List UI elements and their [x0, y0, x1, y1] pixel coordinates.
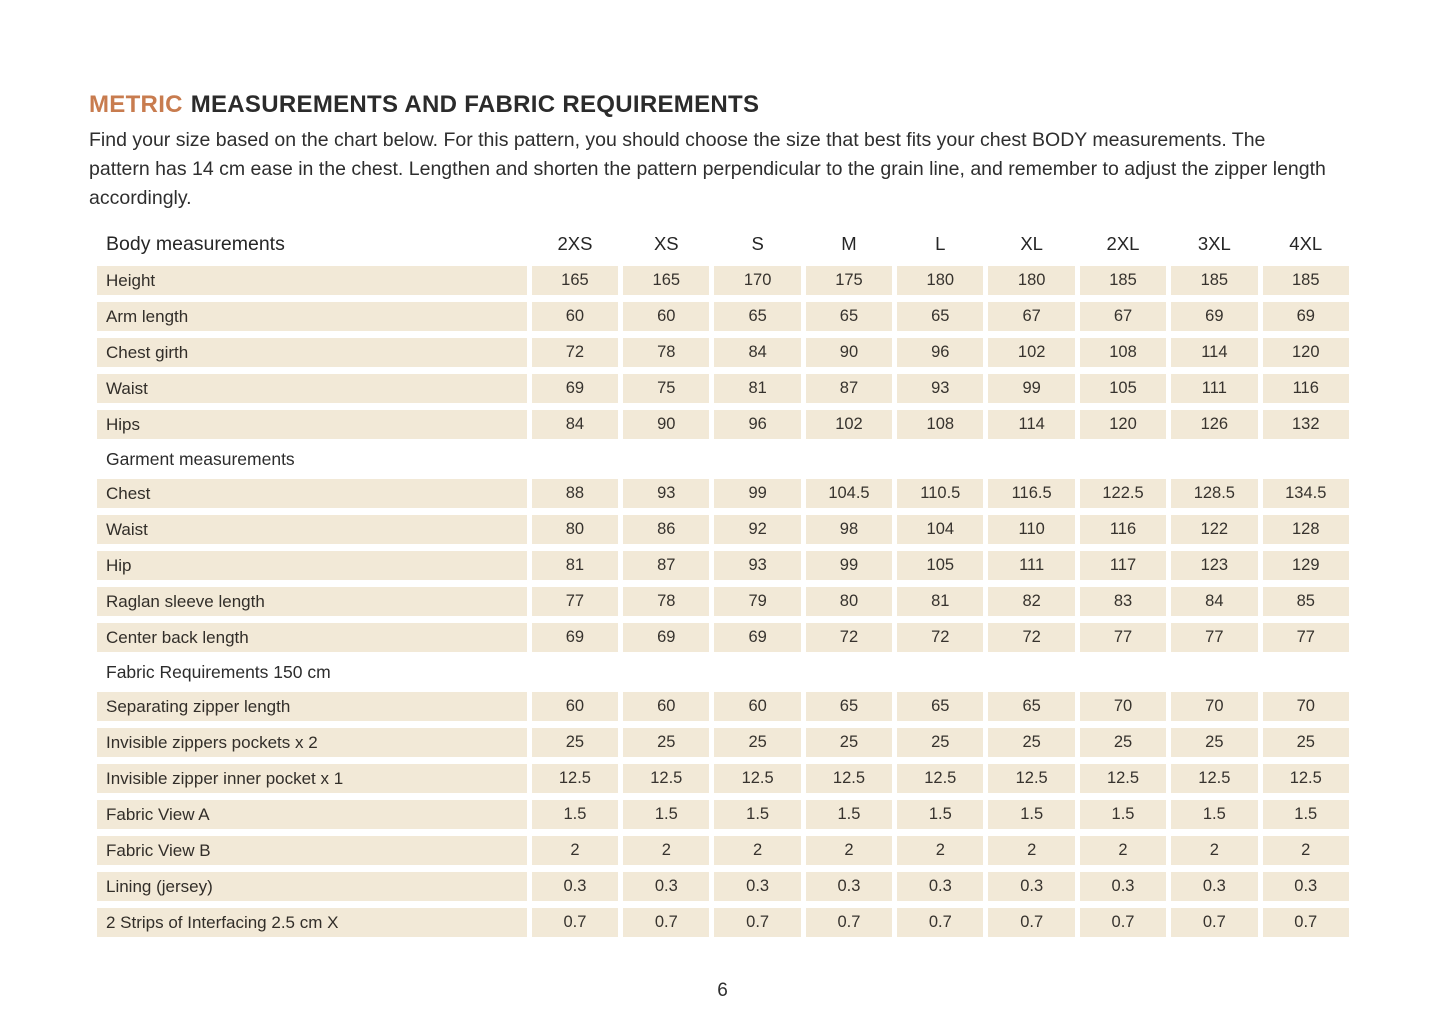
header-body-measurements: Body measurements [97, 229, 527, 259]
value-cell: 1.5 [714, 800, 800, 829]
measurements-table-body [97, 266, 1349, 937]
page-title-highlight: METRIC [89, 91, 183, 118]
value-cell: 105 [1080, 374, 1166, 403]
value-cell: 0.7 [623, 908, 709, 937]
row-label: 2 Strips of Interfacing 2.5 cm X [97, 908, 527, 937]
table-row [97, 551, 1349, 580]
row-label: Height [97, 266, 527, 295]
value-cell: 99 [806, 551, 892, 580]
row-label: Hips [97, 410, 527, 439]
value-cell: 93 [897, 374, 983, 403]
value-cell: 134.5 [1263, 479, 1349, 508]
value-cell: 77 [1080, 623, 1166, 652]
value-cell: 60 [714, 692, 800, 721]
value-cell: 2 [806, 836, 892, 865]
table-row [97, 302, 1349, 331]
table-row [97, 479, 1349, 508]
value-cell: 65 [897, 692, 983, 721]
value-cell: 87 [623, 551, 709, 580]
row-label: Hip [97, 551, 527, 580]
value-cell: 87 [806, 374, 892, 403]
value-cell: 0.3 [897, 872, 983, 901]
header-size-m: M [806, 229, 892, 259]
value-cell: 0.3 [532, 872, 618, 901]
value-cell: 25 [1171, 728, 1257, 757]
value-cell: 72 [806, 623, 892, 652]
value-cell: 180 [988, 266, 1074, 295]
table-row [97, 764, 1349, 793]
value-cell: 65 [806, 302, 892, 331]
value-cell: 12.5 [897, 764, 983, 793]
value-cell: 120 [1080, 410, 1166, 439]
value-cell: 2 [988, 836, 1074, 865]
table-row [97, 587, 1349, 616]
value-cell: 12.5 [623, 764, 709, 793]
value-cell: 1.5 [806, 800, 892, 829]
value-cell: 108 [1080, 338, 1166, 367]
value-cell: 25 [897, 728, 983, 757]
value-cell: 25 [714, 728, 800, 757]
value-cell: 96 [897, 338, 983, 367]
value-cell: 75 [623, 374, 709, 403]
value-cell: 25 [623, 728, 709, 757]
section-row [97, 659, 1349, 685]
value-cell: 78 [623, 338, 709, 367]
value-cell: 116 [1263, 374, 1349, 403]
value-cell: 0.7 [988, 908, 1074, 937]
value-cell: 93 [714, 551, 800, 580]
value-cell: 60 [532, 692, 618, 721]
value-cell: 110.5 [897, 479, 983, 508]
value-cell: 0.7 [897, 908, 983, 937]
row-label: Invisible zippers pockets x 2 [97, 728, 527, 757]
value-cell: 165 [623, 266, 709, 295]
value-cell: 111 [988, 551, 1074, 580]
value-cell: 69 [1171, 302, 1257, 331]
value-cell: 120 [1263, 338, 1349, 367]
value-cell: 0.7 [1080, 908, 1166, 937]
value-cell: 0.3 [1080, 872, 1166, 901]
value-cell: 102 [806, 410, 892, 439]
value-cell: 0.3 [623, 872, 709, 901]
value-cell: 104 [897, 515, 983, 544]
value-cell: 72 [897, 623, 983, 652]
value-cell: 81 [532, 551, 618, 580]
value-cell: 67 [1080, 302, 1166, 331]
row-label: Arm length [97, 302, 527, 331]
value-cell: 102 [988, 338, 1074, 367]
table-row [97, 266, 1349, 295]
value-cell: 128 [1263, 515, 1349, 544]
page-title [89, 91, 1345, 119]
table-row [97, 728, 1349, 757]
value-cell: 93 [623, 479, 709, 508]
value-cell: 65 [714, 302, 800, 331]
header-size-xl: XL [988, 229, 1074, 259]
value-cell: 1.5 [623, 800, 709, 829]
value-cell: 122 [1171, 515, 1257, 544]
value-cell: 12.5 [988, 764, 1074, 793]
value-cell: 77 [532, 587, 618, 616]
table-row [97, 836, 1349, 865]
row-label: Waist [97, 515, 527, 544]
value-cell: 108 [897, 410, 983, 439]
size-header-row [97, 229, 1349, 259]
row-label: Invisible zipper inner pocket x 1 [97, 764, 527, 793]
value-cell: 114 [1171, 338, 1257, 367]
page-title-rest: MEASUREMENTS AND FABRIC REQUIREMENTS [190, 91, 760, 118]
value-cell: 2 [1080, 836, 1166, 865]
value-cell: 0.7 [1263, 908, 1349, 937]
value-cell: 116 [1080, 515, 1166, 544]
value-cell: 65 [897, 302, 983, 331]
header-size-s: S [714, 229, 800, 259]
value-cell: 0.3 [1263, 872, 1349, 901]
value-cell: 0.3 [806, 872, 892, 901]
value-cell: 1.5 [1171, 800, 1257, 829]
value-cell: 72 [532, 338, 618, 367]
value-cell: 0.7 [532, 908, 618, 937]
value-cell: 60 [623, 692, 709, 721]
value-cell: 85 [1263, 587, 1349, 616]
row-label: Fabric View B [97, 836, 527, 865]
value-cell: 88 [532, 479, 618, 508]
value-cell: 1.5 [1080, 800, 1166, 829]
value-cell: 2 [623, 836, 709, 865]
row-label: Separating zipper length [97, 692, 527, 721]
value-cell: 67 [988, 302, 1074, 331]
value-cell: 185 [1171, 266, 1257, 295]
value-cell: 25 [1080, 728, 1166, 757]
value-cell: 122.5 [1080, 479, 1166, 508]
value-cell: 105 [897, 551, 983, 580]
value-cell: 82 [988, 587, 1074, 616]
value-cell: 12.5 [1263, 764, 1349, 793]
value-cell: 84 [1171, 587, 1257, 616]
intro-paragraph: Find your size based on the chart below. For this pattern, you should choose the size that best fits your chest BODY measurements. The pattern has 14 cm ease in the chest. Lengthen and shorten the pattern perpendicular to the grain line, and remember to adjust the zipper length accordingly. [89, 129, 1326, 209]
value-cell: 12.5 [1080, 764, 1166, 793]
row-label: Raglan sleeve length [97, 587, 527, 616]
value-cell: 0.3 [714, 872, 800, 901]
value-cell: 117 [1080, 551, 1166, 580]
table-row [97, 623, 1349, 652]
value-cell: 99 [714, 479, 800, 508]
value-cell: 90 [806, 338, 892, 367]
value-cell: 77 [1263, 623, 1349, 652]
value-cell: 25 [1263, 728, 1349, 757]
value-cell: 0.3 [988, 872, 1074, 901]
value-cell: 69 [532, 374, 618, 403]
value-cell: 1.5 [1263, 800, 1349, 829]
value-cell: 0.7 [714, 908, 800, 937]
row-label: Center back length [97, 623, 527, 652]
value-cell: 12.5 [714, 764, 800, 793]
value-cell: 86 [623, 515, 709, 544]
value-cell: 83 [1080, 587, 1166, 616]
value-cell: 1.5 [532, 800, 618, 829]
value-cell: 99 [988, 374, 1074, 403]
row-label: Chest [97, 479, 527, 508]
header-size-2xs: 2XS [532, 229, 618, 259]
value-cell: 114 [988, 410, 1074, 439]
value-cell: 2 [532, 836, 618, 865]
value-cell: 70 [1263, 692, 1349, 721]
table-row [97, 872, 1349, 901]
value-cell: 96 [714, 410, 800, 439]
value-cell: 69 [623, 623, 709, 652]
value-cell: 110 [988, 515, 1074, 544]
value-cell: 69 [714, 623, 800, 652]
section-title: Garment measurements [97, 446, 1349, 472]
section-row [97, 446, 1349, 472]
value-cell: 81 [897, 587, 983, 616]
table-row [97, 692, 1349, 721]
value-cell: 12.5 [1171, 764, 1257, 793]
value-cell: 111 [1171, 374, 1257, 403]
value-cell: 80 [532, 515, 618, 544]
value-cell: 132 [1263, 410, 1349, 439]
value-cell: 128.5 [1171, 479, 1257, 508]
value-cell: 123 [1171, 551, 1257, 580]
value-cell: 2 [1263, 836, 1349, 865]
value-cell: 60 [532, 302, 618, 331]
measurements-table [92, 222, 1354, 944]
value-cell: 69 [532, 623, 618, 652]
value-cell: 2 [714, 836, 800, 865]
value-cell: 170 [714, 266, 800, 295]
value-cell: 92 [714, 515, 800, 544]
value-cell: 65 [988, 692, 1074, 721]
table-row [97, 800, 1349, 829]
value-cell: 81 [714, 374, 800, 403]
value-cell: 25 [532, 728, 618, 757]
value-cell: 0.7 [1171, 908, 1257, 937]
value-cell: 84 [532, 410, 618, 439]
header-row [97, 229, 1349, 259]
value-cell: 0.7 [806, 908, 892, 937]
value-cell: 70 [1080, 692, 1166, 721]
value-cell: 12.5 [532, 764, 618, 793]
header-size-3xl: 3XL [1171, 229, 1257, 259]
row-label: Waist [97, 374, 527, 403]
value-cell: 0.3 [1171, 872, 1257, 901]
table-row [97, 515, 1349, 544]
header-size-2xl: 2XL [1080, 229, 1166, 259]
value-cell: 1.5 [988, 800, 1074, 829]
value-cell: 25 [988, 728, 1074, 757]
value-cell: 72 [988, 623, 1074, 652]
value-cell: 185 [1080, 266, 1166, 295]
value-cell: 70 [1171, 692, 1257, 721]
value-cell: 175 [806, 266, 892, 295]
value-cell: 69 [1263, 302, 1349, 331]
page-number: 6 [717, 980, 728, 1001]
table-row [97, 908, 1349, 937]
value-cell: 116.5 [988, 479, 1074, 508]
value-cell: 126 [1171, 410, 1257, 439]
value-cell: 12.5 [806, 764, 892, 793]
section-title: Fabric Requirements 150 cm [97, 659, 1349, 685]
value-cell: 77 [1171, 623, 1257, 652]
header-size-l: L [897, 229, 983, 259]
value-cell: 65 [806, 692, 892, 721]
row-label: Fabric View A [97, 800, 527, 829]
value-cell: 90 [623, 410, 709, 439]
value-cell: 129 [1263, 551, 1349, 580]
table-row [97, 338, 1349, 367]
table-row [97, 410, 1349, 439]
row-label: Chest girth [97, 338, 527, 367]
header-size-xs: XS [623, 229, 709, 259]
value-cell: 25 [806, 728, 892, 757]
value-cell: 80 [806, 587, 892, 616]
value-cell: 165 [532, 266, 618, 295]
value-cell: 79 [714, 587, 800, 616]
value-cell: 185 [1263, 266, 1349, 295]
value-cell: 1.5 [897, 800, 983, 829]
value-cell: 78 [623, 587, 709, 616]
value-cell: 2 [897, 836, 983, 865]
value-cell: 180 [897, 266, 983, 295]
value-cell: 84 [714, 338, 800, 367]
header-size-4xl: 4XL [1263, 229, 1349, 259]
row-label: Lining (jersey) [97, 872, 527, 901]
table-row [97, 374, 1349, 403]
value-cell: 104.5 [806, 479, 892, 508]
value-cell: 98 [806, 515, 892, 544]
value-cell: 60 [623, 302, 709, 331]
value-cell: 2 [1171, 836, 1257, 865]
